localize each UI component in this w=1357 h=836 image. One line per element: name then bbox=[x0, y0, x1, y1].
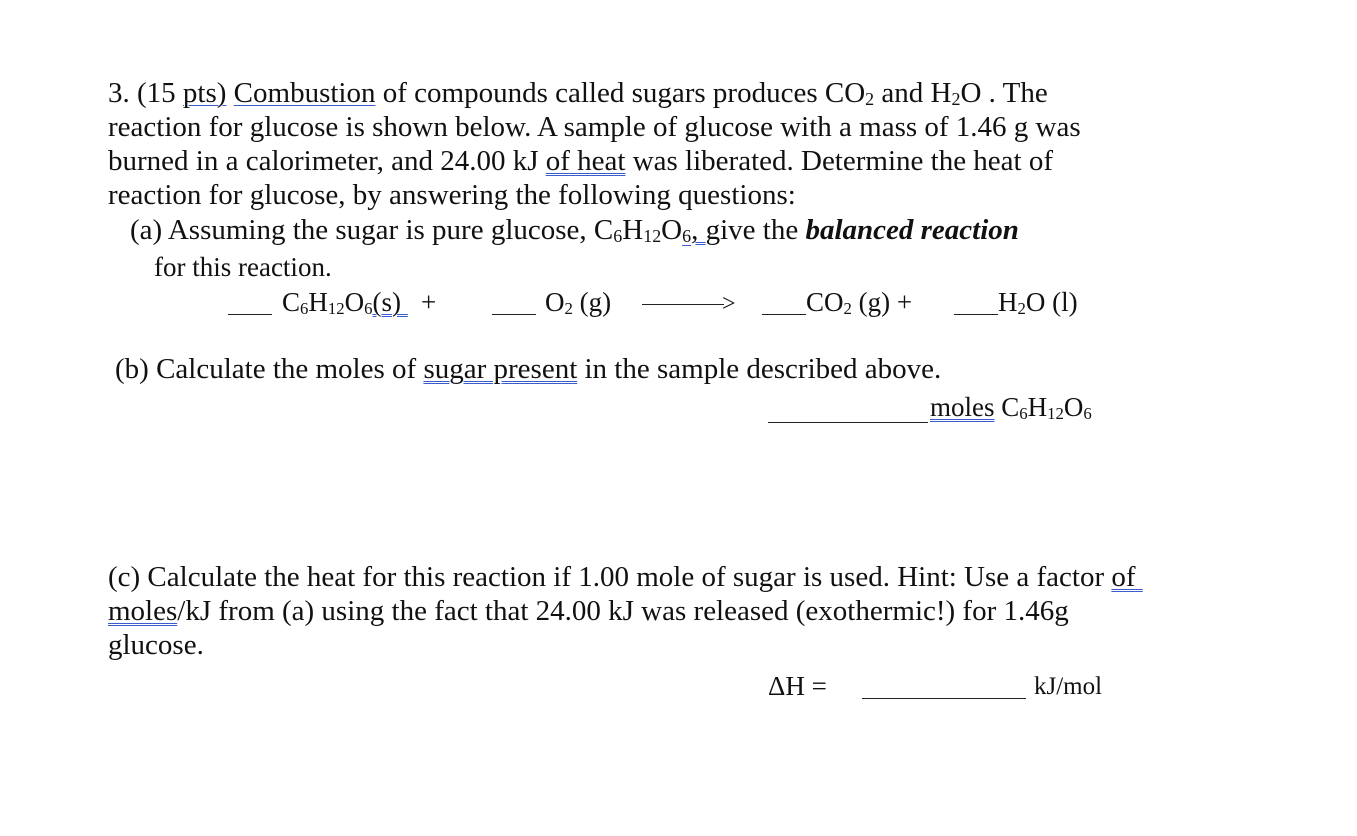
moles-word: moles bbox=[930, 392, 995, 422]
subscript: 6 bbox=[300, 299, 309, 318]
intro-text-1: of compounds called sugars produces CO bbox=[375, 77, 866, 109]
part-c-line-3: glucose. bbox=[108, 629, 204, 661]
state-gas: (g) bbox=[572, 287, 612, 317]
subscript: 6 bbox=[1019, 404, 1028, 423]
subscript: 6 bbox=[364, 299, 373, 318]
part-c-text-2: /kJ from (a) using the fact that 24.00 kJ was released (exothermic!) for 1.46g bbox=[177, 595, 1069, 627]
kj-per-mol-unit: kJ/mol bbox=[1034, 673, 1103, 700]
part-c-line-1 bbox=[108, 560, 1150, 594]
subscript: 12 bbox=[327, 299, 345, 318]
formula-part: H bbox=[998, 287, 1018, 317]
subscript: 6 bbox=[1083, 404, 1092, 423]
spacer-underline bbox=[1136, 560, 1150, 594]
part-c-text: (c) Calculate the heat for this reaction if 1.00 mole of sugar is used. Hint: Use a factor bbox=[108, 561, 1112, 593]
part-b-text-2: in the sample described above. bbox=[577, 353, 942, 385]
coefficient-blank-oxygen[interactable] bbox=[492, 314, 536, 315]
subscript: 12 bbox=[643, 226, 662, 247]
intro-text-3: O . The bbox=[960, 77, 1048, 109]
part-b-text: (b) Calculate the moles of bbox=[115, 353, 424, 385]
combustion-word: Combustion bbox=[233, 77, 376, 109]
subscript: 2 bbox=[564, 299, 573, 318]
question-number: 3. (15 bbox=[108, 77, 183, 109]
subscript: 12 bbox=[1047, 404, 1064, 423]
equation-water bbox=[998, 285, 1078, 319]
moles-unit-label bbox=[930, 390, 1092, 424]
question-intro-line-4: reaction for glucose, by answering the following questions: bbox=[108, 179, 796, 211]
equation-oxygen bbox=[545, 285, 611, 319]
plus-sign: + bbox=[421, 287, 437, 317]
coefficient-blank-glucose[interactable] bbox=[228, 314, 272, 315]
question-intro-line-2: reaction for glucose is shown below. A sample of glucose with a mass of 1.46 g was bbox=[108, 111, 1081, 143]
part-a-text: (a) Assuming the sugar is pure glucose, C bbox=[130, 214, 614, 246]
part-a-prompt bbox=[130, 213, 1019, 247]
part-a-prompt-line-2: for this reaction. bbox=[154, 252, 332, 282]
answer-blank-moles[interactable] bbox=[768, 422, 928, 423]
formula-part: O bbox=[344, 287, 365, 317]
subscript: 6 bbox=[682, 226, 692, 247]
points-text: pts) bbox=[182, 77, 227, 109]
delta-h-label: ΔH = bbox=[768, 671, 827, 701]
reaction-arrow-shaft bbox=[642, 304, 724, 305]
of-word: of bbox=[1111, 561, 1136, 593]
formula-part: H bbox=[1027, 392, 1048, 422]
formula-part: CO bbox=[806, 287, 844, 317]
part-c-line-2 bbox=[108, 594, 1069, 628]
part-b-prompt bbox=[115, 352, 941, 386]
spacer-underline bbox=[401, 285, 421, 319]
coefficient-blank-water[interactable] bbox=[954, 314, 998, 315]
formula-part: O (l) bbox=[1025, 287, 1078, 317]
question-intro-line-1 bbox=[108, 76, 1048, 110]
intro-text-2: and H bbox=[874, 77, 952, 109]
subscript: 6 bbox=[613, 226, 623, 247]
comma-mark: , bbox=[691, 214, 706, 246]
formula-part: C bbox=[994, 392, 1020, 422]
reaction-arrow-head: > bbox=[722, 291, 736, 317]
coefficient-blank-co2[interactable] bbox=[762, 314, 806, 315]
subscript: 2 bbox=[843, 299, 852, 318]
intro-text-4: burned in a calorimeter, and 24.00 kJ bbox=[108, 145, 546, 177]
formula-part: C bbox=[282, 287, 301, 317]
part-a-text-2: give the bbox=[705, 214, 806, 246]
formula-part: O bbox=[661, 214, 683, 246]
formula-part: O bbox=[545, 287, 565, 317]
sugar-present-phrase: sugar present bbox=[423, 353, 578, 385]
formula-part: H bbox=[308, 287, 328, 317]
equation-co2 bbox=[806, 285, 912, 319]
equation-glucose bbox=[282, 285, 436, 319]
subscript: 2 bbox=[865, 89, 875, 110]
moles-word: moles bbox=[108, 595, 178, 627]
state-gas-plus: (g) + bbox=[851, 287, 913, 317]
question-intro-line-3 bbox=[108, 144, 1053, 178]
balanced-reaction-emphasis: balanced reaction bbox=[805, 214, 1019, 246]
of-heat-phrase: of heat bbox=[545, 145, 626, 177]
formula-part: O bbox=[1063, 392, 1084, 422]
state-solid: (s) bbox=[372, 287, 401, 317]
answer-blank-delta-h[interactable] bbox=[862, 698, 1026, 699]
subscript: 2 bbox=[1017, 299, 1026, 318]
subscript: 2 bbox=[951, 89, 961, 110]
intro-text-5: was liberated. Determine the heat of bbox=[625, 145, 1054, 177]
formula-part: H bbox=[622, 214, 644, 246]
